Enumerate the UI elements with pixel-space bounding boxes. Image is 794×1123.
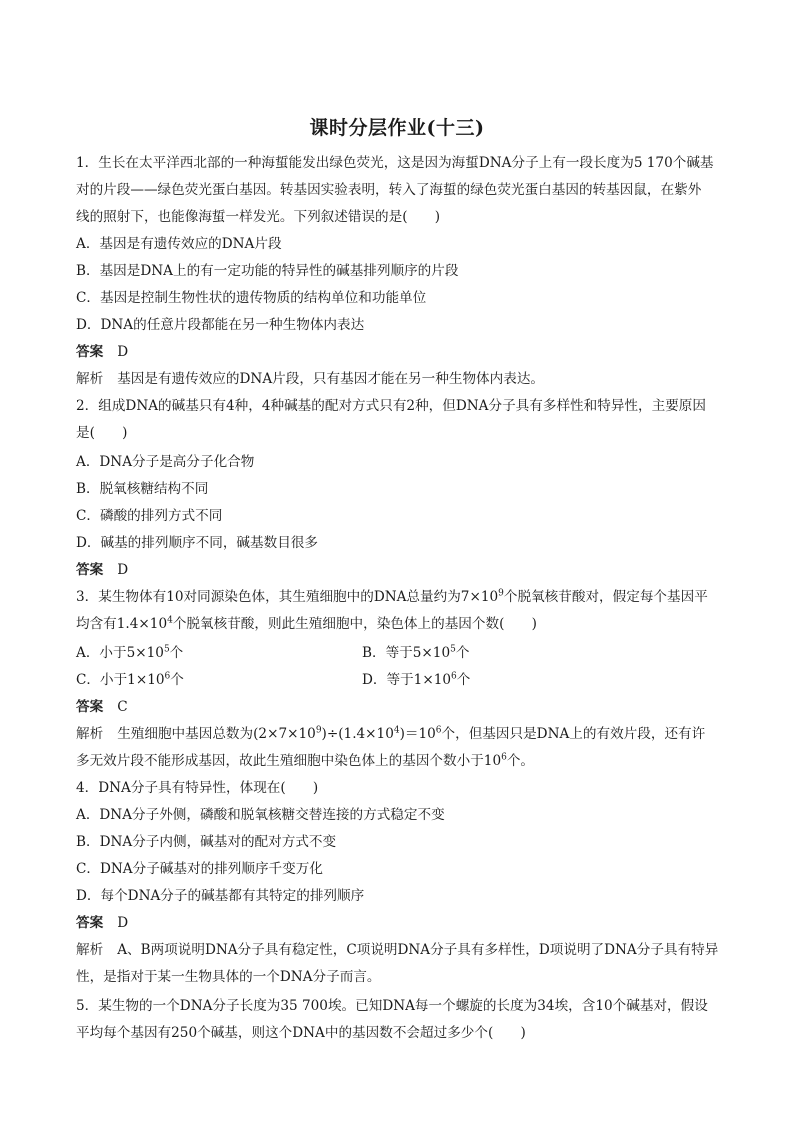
q1-explanation-text: 基因是有遗传效应的DNA片段，只有基因才能在另一种生物体内表达。 bbox=[117, 371, 545, 387]
page-title: 课时分层作业(十三) bbox=[309, 117, 485, 139]
q4-option-b: B．DNA分子内侧，碱基对的配对方式不变 bbox=[76, 834, 337, 850]
q3-answer bbox=[76, 698, 128, 716]
q2-option-a: A．DNA分子是高分子化合物 bbox=[76, 454, 255, 470]
q1-explanation bbox=[76, 370, 544, 388]
q1-stem-line1: 1．生长在太平洋西北部的一种海蜇能发出绿色荧光，这是因为海蜇DNA分子上有一段长度为5 170个碱基 bbox=[76, 155, 714, 171]
answer-label: 答案 bbox=[76, 562, 104, 578]
q2-answer bbox=[76, 561, 128, 579]
q3-option-b: B．等于$5\times 10^5$个 bbox=[362, 644, 470, 661]
q5-stem-line1: 5．某生物的一个DNA分子长度为35 700埃。已知DNA每一个螺旋的长度为34埃，含10个碱基对，假设 bbox=[76, 998, 708, 1014]
q2-option-b: B．脱氧核糖结构不同 bbox=[76, 481, 209, 497]
q4-option-d: D．每个DNA分子的碱基都有其特定的排列顺序 bbox=[76, 888, 365, 904]
q2-option-c: C．磷酸的排列方式不同 bbox=[76, 508, 223, 524]
q2-stem-line2: 是( ) bbox=[76, 425, 128, 441]
answer-label: 答案 bbox=[76, 699, 104, 715]
q2-stem-line1: 2．组成DNA的碱基只有4种，4种碱基的配对方式只有2种，但DNA分子具有多样性和特异性，主要原因 bbox=[76, 398, 706, 414]
q3-explanation-line1: 解析 生殖细胞中基因总数为$(2\times 7\times 10^9)\div(1.4\times 10^4)=10^6$个，但基因只是DNA上的有效片段，还有许 bbox=[76, 725, 706, 742]
q1-option-d: D．DNA的任意片段都能在另一种生物体内表达 bbox=[76, 317, 365, 333]
q3-option-a: A．小于$5\times 10^5$个 bbox=[76, 644, 184, 661]
q4-answer bbox=[76, 914, 128, 932]
q4-explanation-line1: 解析 A、B两项说明DNA分子具有稳定性，C项说明DNA分子具有多样性，D项说明了DNA分子具有特异 bbox=[76, 942, 719, 958]
q1-option-a: A．基因是有遗传效应的DNA片段 bbox=[76, 236, 282, 252]
q4-stem-line1: 4．DNA分子具有特异性，体现在( ) bbox=[76, 780, 319, 796]
q1-option-b: B．基因是DNA上的有一定功能的特异性的碱基排列顺序的片段 bbox=[76, 263, 459, 279]
q1-stem-line2: 对的片段——绿色荧光蛋白基因。转基因实验表明，转入了海蜇的绿色荧光蛋白基因的转基因鼠，在紫外 bbox=[76, 182, 702, 198]
q3-option-d: D．等于$1\times 10^6$个 bbox=[362, 671, 471, 688]
q3-answer-value: C bbox=[117, 699, 128, 715]
q4-answer-value: D bbox=[117, 915, 129, 931]
q4-option-a: A．DNA分子外侧，磷酸和脱氧核糖交替连接的方式稳定不变 bbox=[76, 807, 445, 823]
q1-stem-line3: 线的照射下，也能像海蜇一样发光。下列叙述错误的是( ) bbox=[76, 209, 441, 225]
q4-explanation-line2: 性，是指对于某一生物具体的一个DNA分子而言。 bbox=[76, 969, 381, 985]
q3-stem-line1: 3．某生物体有10对同源染色体，其生殖细胞中的DNA总量约为$7\times 10^9$个脱氧核苷酸对，假定每个基因平 bbox=[76, 588, 708, 605]
explain-label: 解析 bbox=[76, 726, 104, 742]
answer-label: 答案 bbox=[76, 915, 104, 931]
q1-answer bbox=[76, 343, 128, 361]
q3-option-c: C．小于$1\times 10^6$个 bbox=[76, 671, 184, 688]
q3-stem-line2: 均含有$1.4\times 10^4$个脱氧核苷酸，则此生殖细胞中，染色体上的基因个数( ) bbox=[76, 615, 537, 632]
q1-option-c: C．基因是控制生物性状的遗传物质的结构单位和功能单位 bbox=[76, 290, 427, 306]
q1-answer-value: D bbox=[117, 344, 129, 360]
q2-answer-value: D bbox=[117, 562, 129, 578]
q2-option-d: D．碱基的排列顺序不同，碱基数目很多 bbox=[76, 535, 318, 551]
q5-stem-line2: 平均每个基因有250个碱基，则这个DNA中的基因数不会超过多少个( ) bbox=[76, 1025, 526, 1041]
q4-option-c: C．DNA分子碱基对的排列顺序千变万化 bbox=[76, 861, 323, 877]
explain-label: 解析 bbox=[76, 942, 104, 958]
answer-label: 答案 bbox=[76, 344, 104, 360]
explain-label: 解析 bbox=[76, 371, 104, 387]
q3-explanation-line2: 多无效片段不能形成基因，故此生殖细胞中染色体上的基因个数小于$10^6$个。 bbox=[76, 752, 535, 769]
